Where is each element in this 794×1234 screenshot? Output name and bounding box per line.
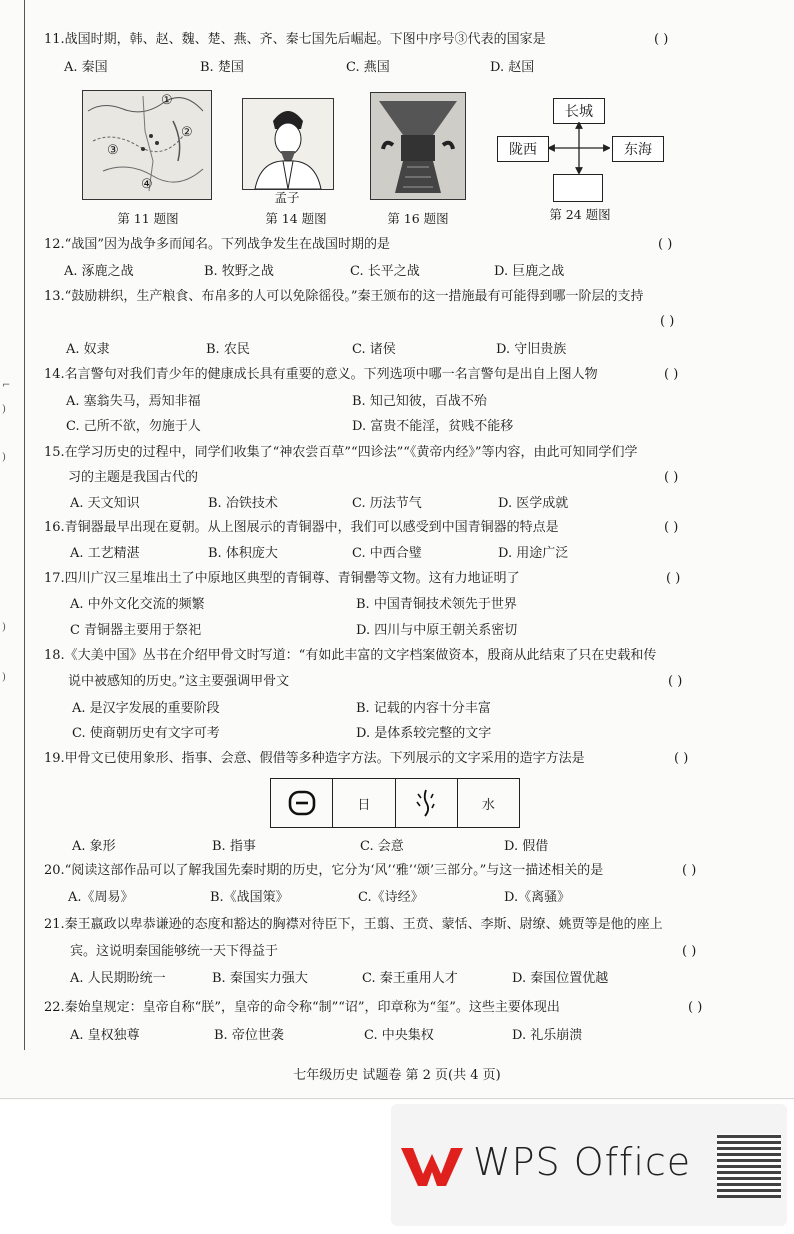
question-18-stem-cont: 说中被感知的历史。”这主要强调甲骨文 <box>68 674 290 689</box>
oracle-sun-glyph <box>271 779 333 827</box>
option-a: A. 秦国 <box>64 60 108 75</box>
map-mark-1: ① <box>161 93 173 108</box>
question-15-stem-cont: 习的主题是我国古代的 <box>68 470 199 485</box>
page-edge <box>0 1098 794 1099</box>
option-b: B.《战国策》 <box>210 890 289 905</box>
option-c: C. 己所不欲，勿施于人 <box>66 419 201 434</box>
option-c: C. 历法节气 <box>352 496 422 511</box>
mencius-label: 孟子 <box>274 190 300 205</box>
box-great-wall: 长城 <box>553 98 605 124</box>
oracle-water-glyph <box>396 779 458 827</box>
option-b: B. 指事 <box>212 839 256 854</box>
char-ri: 日 <box>333 779 395 827</box>
question-20-stem: 20.“阅读这部作品可以了解我国先秦时期的历史，它分为‘风’‘雅’‘颂’三部分。”与这一描述相关的是 <box>44 863 604 878</box>
caption-fig-14: 第 14 题图 <box>265 211 327 226</box>
compass-arrows <box>548 122 610 174</box>
answer-paren[interactable]: ( ) <box>674 751 689 766</box>
question-18-stem: 18.《大美中国》丛书在介绍甲骨文时写道：“有如此丰富的文字档案做资本，殷商从此结束了只在史载和传 <box>44 648 657 663</box>
option-a: A. 奴隶 <box>66 342 110 357</box>
caption-fig-16: 第 16 题图 <box>387 211 449 226</box>
option-d: D.《离骚》 <box>504 890 571 905</box>
option-d: D. 是体系较完整的文字 <box>356 726 492 741</box>
margin-mark: ) <box>2 672 6 683</box>
option-a: A. 人民期盼统一 <box>70 971 166 986</box>
option-c: C. 会意 <box>360 839 404 854</box>
option-a: A. 象形 <box>72 839 116 854</box>
option-c: C. 中央集权 <box>364 1028 434 1043</box>
map-mark-4: ④ <box>141 177 153 192</box>
answer-paren[interactable]: ( ) <box>660 314 675 329</box>
box-donghai: 东海 <box>612 136 664 162</box>
question-13-stem: 13.“鼓励耕织，生产粮食、布帛多的人可以免除徭役。”秦王颁布的这一措施最有可能得到哪一阶层的支持 <box>44 289 644 304</box>
map-mark-3: ③ <box>107 143 119 158</box>
option-c: C. 诸侯 <box>352 342 396 357</box>
question-22-stem: 22.秦始皇规定：皇帝自称“朕”，皇帝的命令称“制”“诏”，印章称为“玺”。这些主要体现出 <box>44 1000 560 1015</box>
option-c: C. 中西合璧 <box>352 546 422 561</box>
option-c: C. 秦王重用人才 <box>362 971 458 986</box>
option-a: A. 工艺精湛 <box>70 546 140 561</box>
wps-logo-icon <box>399 1144 465 1188</box>
option-a: A.《周易》 <box>68 890 134 905</box>
answer-paren[interactable]: ( ) <box>668 674 683 689</box>
option-d: D. 礼乐崩溃 <box>512 1028 583 1043</box>
option-d: D. 赵国 <box>490 60 535 75</box>
box-longxi: 陇西 <box>497 136 549 162</box>
margin-mark: ) <box>2 452 6 463</box>
warring-states-map <box>82 90 212 200</box>
option-b: B. 牧野之战 <box>204 264 274 279</box>
answer-paren[interactable]: ( ) <box>658 237 673 252</box>
question-15-stem: 15.在学习历史的过程中，同学们收集了“神农尝百草”“四诊法”“《黄帝内经》”等内容，由此可知同学们学 <box>44 445 638 460</box>
wps-watermark <box>391 1104 787 1226</box>
option-a: A. 涿鹿之战 <box>64 264 134 279</box>
option-c: C. 使商朝历史有文字可考 <box>72 726 220 741</box>
char-shui: 水 <box>481 797 495 813</box>
question-11-stem: 11.战国时期，韩、赵、魏、楚、燕、齐、秦七国先后崛起。下图中序号③代表的国家是 <box>44 32 546 47</box>
question-21-stem: 21.秦王嬴政以卑恭谦逊的态度和豁达的胸襟对待臣下，王翦、王贲、蒙恬、李斯、尉缭、姚贾等是他的座上 <box>44 917 663 932</box>
option-d: D. 医学成就 <box>498 496 569 511</box>
option-d: D. 四川与中原王朝关系密切 <box>356 623 518 638</box>
option-d: D. 假借 <box>504 839 549 854</box>
question-21-stem-cont: 宾。这说明秦国能够统一天下得益于 <box>70 944 279 959</box>
option-a: A. 是汉字发展的重要阶段 <box>72 701 220 716</box>
mencius-portrait <box>242 98 334 190</box>
answer-paren[interactable]: ( ) <box>664 367 679 382</box>
question-16-stem: 16.青铜器最早出现在夏朝。从上图展示的青铜器中，我们可以感受到中国青铜器的特点是 <box>44 520 559 535</box>
qr-code-icon <box>717 1134 781 1198</box>
option-b: B. 冶铁技术 <box>208 496 278 511</box>
option-b: B. 中国青铜技术领先于世界 <box>356 597 517 612</box>
option-b: B. 楚国 <box>200 60 244 75</box>
margin-mark: ) <box>2 404 6 415</box>
option-a: A. 塞翁失马，焉知非福 <box>66 394 201 409</box>
option-d: D. 用途广泛 <box>498 546 569 561</box>
option-b: B. 帝位世袭 <box>214 1028 284 1043</box>
bronze-vessel-photo <box>370 92 466 200</box>
page-footer: 七年级历史 试题卷 第 2 页(共 4 页) <box>293 1068 501 1083</box>
option-b: B. 农民 <box>206 342 250 357</box>
option-c: C. 长平之战 <box>350 264 420 279</box>
answer-paren[interactable]: ( ) <box>654 32 669 47</box>
map-mark-2: ② <box>181 125 193 140</box>
option-a: A. 中外文化交流的频繁 <box>70 597 205 612</box>
option-d: D. 秦国位置优越 <box>512 971 609 986</box>
option-b: B. 知己知彼，百战不殆 <box>352 394 487 409</box>
option-b: B. 体积庞大 <box>208 546 278 561</box>
answer-paren[interactable]: ( ) <box>664 520 679 535</box>
answer-paren[interactable]: ( ) <box>666 571 681 586</box>
question-12-stem: 12.“战国”因为战争多而闻名。下列战争发生在战国时期的是 <box>44 237 390 252</box>
left-margin-line <box>24 0 25 1050</box>
margin-mark: ⌐ <box>2 380 11 391</box>
question-17-stem: 17.四川广汉三星堆出土了中原地区典型的青铜尊、青铜罍等文物。这有力地证明了 <box>44 571 520 586</box>
option-b: B. 记载的内容十分丰富 <box>356 701 491 716</box>
option-c: C. 燕国 <box>346 60 390 75</box>
option-d: D. 守旧贵族 <box>496 342 567 357</box>
wps-wordmark: WPS Office <box>473 1140 692 1184</box>
option-a: A. 皇权独尊 <box>70 1028 140 1043</box>
option-b: B. 秦国实力强大 <box>212 971 308 986</box>
margin-mark: ) <box>2 622 6 633</box>
caption-fig-11: 第 11 题图 <box>117 211 179 226</box>
answer-paren[interactable]: ( ) <box>688 1000 703 1015</box>
question-19-stem: 19.甲骨文已使用象形、指事、会意、假借等多种造字方法。下列展示的文字采用的造字方法是 <box>44 751 585 766</box>
option-c: C 青铜器主要用于祭祀 <box>70 623 202 638</box>
option-c: C.《诗经》 <box>358 890 424 905</box>
option-d: D. 富贵不能淫，贫贱不能移 <box>352 419 514 434</box>
oracle-bone-char-table <box>270 778 520 828</box>
option-d: D. 巨鹿之战 <box>494 264 565 279</box>
question-14-stem: 14.名言警句对我们青少年的健康成长具有重要的意义。下列选项中哪一名言警句是出自上图人物 <box>44 367 598 382</box>
answer-paren[interactable]: ( ) <box>682 944 697 959</box>
answer-paren[interactable]: ( ) <box>682 863 697 878</box>
box-blank <box>553 174 603 202</box>
caption-fig-24: 第 24 题图 <box>549 207 611 222</box>
option-a: A. 天文知识 <box>70 496 140 511</box>
answer-paren[interactable]: ( ) <box>664 470 679 485</box>
